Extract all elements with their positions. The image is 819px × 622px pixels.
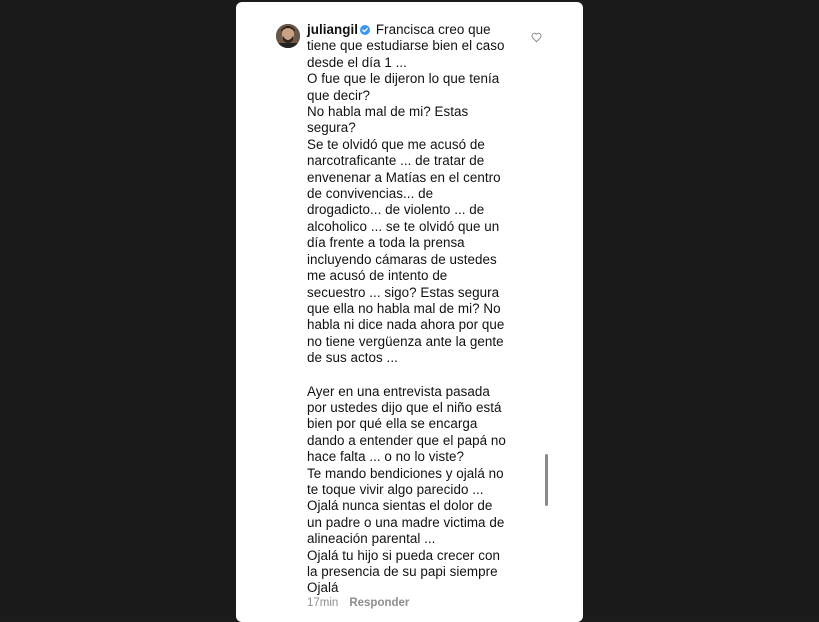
verified-badge-icon — [360, 25, 370, 35]
comment-line: incluyendo cámaras de ustedes — [307, 251, 497, 267]
comment-line: tiene que estudiarse bien el caso — [307, 38, 505, 54]
comment-line: Ayer en una entrevista pasada — [307, 383, 490, 399]
reply-button[interactable]: Responder — [349, 597, 410, 609]
comment-meta — [307, 597, 409, 609]
comment-line: día frente a toda la prensa — [307, 235, 465, 251]
comment-line: de sus actos ... — [307, 350, 398, 366]
avatar-image — [276, 24, 300, 48]
comment-line: Ojalá nunca sientas el dolor de — [307, 498, 493, 514]
comment-line: por ustedes dijo que el niño está — [307, 399, 502, 415]
comment-line: narcotraficante ... de tratar de — [307, 153, 485, 169]
comment-line: Ojalá — [307, 580, 339, 596]
comment-time: 17min — [307, 597, 339, 609]
comment-card — [236, 2, 583, 622]
username[interactable]: juliangil — [307, 22, 359, 37]
comment-line: hace falta ... o no lo viste? — [307, 449, 465, 465]
scrollbar-thumb[interactable] — [545, 454, 548, 506]
comment-line: Ojalá tu hijo si pueda crecer con — [307, 547, 500, 563]
comment-line: desde el día 1 ... — [307, 54, 407, 70]
comment-line: drogadicto... de violento ... de — [307, 202, 485, 218]
comment-line: secuestro ... sigo? Estas segura — [307, 284, 500, 300]
comment-line: de convivencias... de — [307, 186, 434, 202]
comment-line: No habla mal de mi? Estas — [307, 104, 469, 120]
comment-text-first: Francisca creo que — [375, 22, 491, 37]
comment-line: O fue que le dijeron lo que tenía — [307, 71, 500, 87]
comment-line: envenenar a Matías en el centro — [307, 169, 501, 185]
avatar[interactable] — [276, 24, 300, 48]
comment-line: dando a entender que el papá no — [307, 432, 506, 448]
comment-line: segura? — [307, 120, 356, 136]
comment-body — [307, 22, 543, 597]
comment-line: que decir? — [307, 87, 371, 103]
comment-line: te toque vivir algo parecido ... — [307, 481, 484, 497]
comment-first-line — [307, 22, 543, 38]
comment-line: bien por qué ella se encarga — [307, 416, 478, 432]
comment-line: habla ni dice nada ahora por que — [307, 317, 505, 333]
comment-line: alcoholico ... se te olvidó que un — [307, 218, 500, 234]
comment-line: Se te olvidó que me acusó de — [307, 136, 485, 152]
comment-line: que ella no habla mal de mi? No — [307, 300, 501, 316]
comment-line: no tiene vergüenza ante la gente — [307, 333, 504, 349]
comment-line: la presencia de su papi siempre — [307, 564, 498, 579]
comment-line: un padre o una madre victima de — [307, 514, 505, 530]
comment-line: me acusó de intento de — [307, 268, 448, 284]
heart-icon[interactable] — [531, 32, 542, 43]
comment-line: Te mando bendiciones y ojalá no — [307, 465, 504, 481]
comment-line: alineación parental ... — [307, 531, 436, 547]
paragraph-gap — [307, 367, 543, 384]
